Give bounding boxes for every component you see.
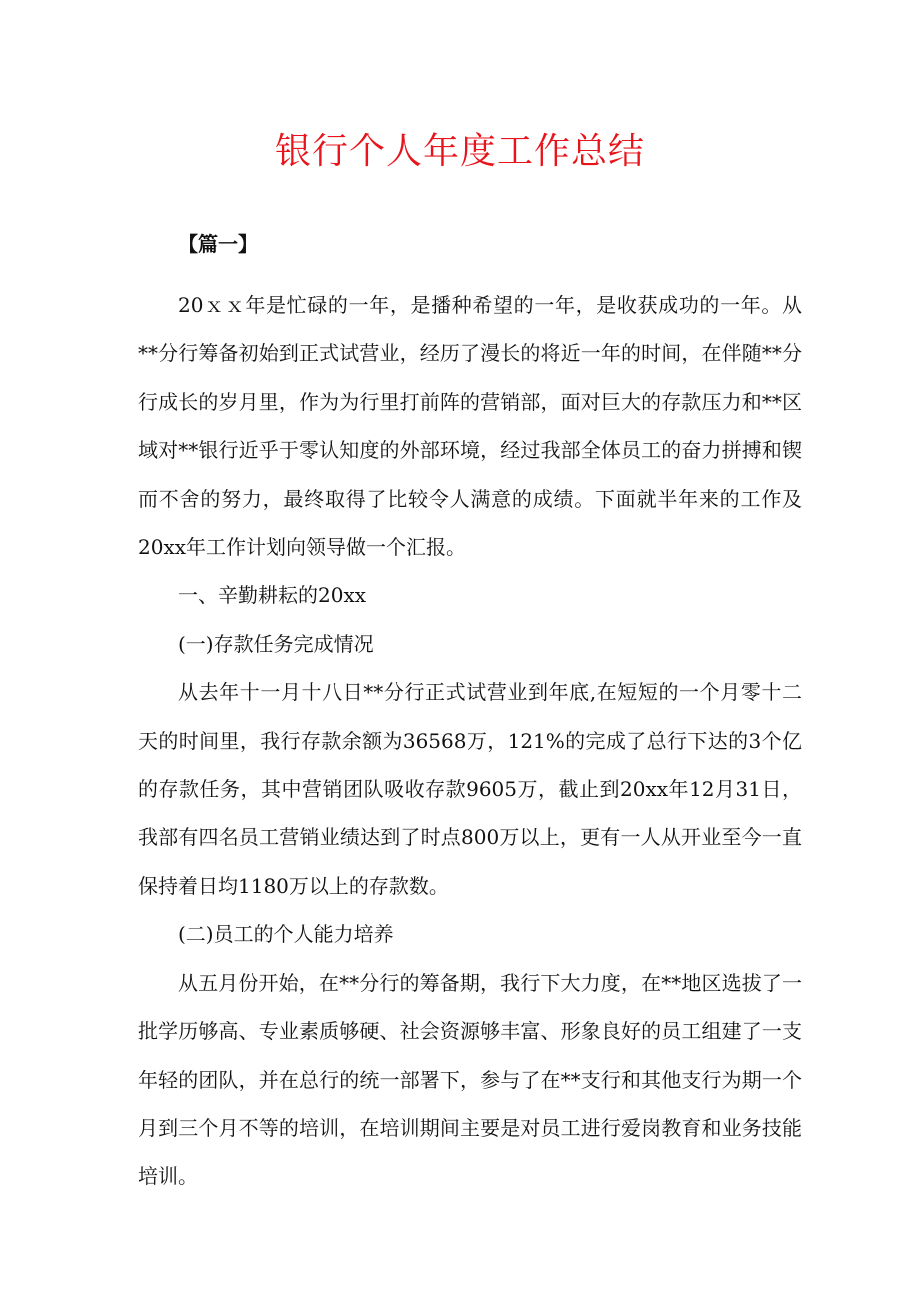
deposit-paragraph: 从去年十一月十八日**分行正式试营业到年底,在短短的一个月零十二天的时间里，我行存款余额为36568万，121%的完成了总行下达的3个亿的存款任务，其中营销团队吸收存款9605万，截止到20xx年12月31日，我部有四名员工营销业绩达到了时点800万以上，更有一人从开业至今一直保持着日均1180万以上的存款数。 [138, 680, 802, 898]
section-heading: 一、辛勤耕耘的20xx [178, 583, 367, 608]
document-body [138, 232, 802, 1201]
intro-paragraph: 20ｘｘ年是忙碌的一年，是播种希望的一年，是收获成功的一年。从**分行筹备初始到正式试营业，经历了漫长的将近一年的时间，在伴随**分行成长的岁月里，作为为行里打前阵的营销部，面对巨大的存款压力和**区域对**银行近乎于零认知度的外部环境，经过我部全体员工的奋力拼搏和锲而不舍的努力，最终取得了比较令人满意的成绩。下面就半年来的工作及20xx年工作计划向领导做一个汇报。 [138, 293, 802, 560]
subsection-heading-training: (二)员工的个人能力培养 [178, 922, 394, 947]
subsection-heading-deposit: (一)存款任务完成情况 [178, 631, 374, 656]
document-title: 银行个人年度工作总结 [274, 131, 645, 172]
section-tag: 【篇一】 [178, 232, 258, 256]
training-paragraph: 从五月份开始，在**分行的筹备期，我行下大力度，在**地区选拔了一批学历够高、专业素质够硬、社会资源够丰富、形象良好的员工组建了一支年轻的团队，并在总行的统一部署下，参与了在**支行和其他支行为期一个月到三个月不等的培训，在培训期间主要是对员工进行爱岗教育和业务技能培训。 [138, 970, 802, 1189]
